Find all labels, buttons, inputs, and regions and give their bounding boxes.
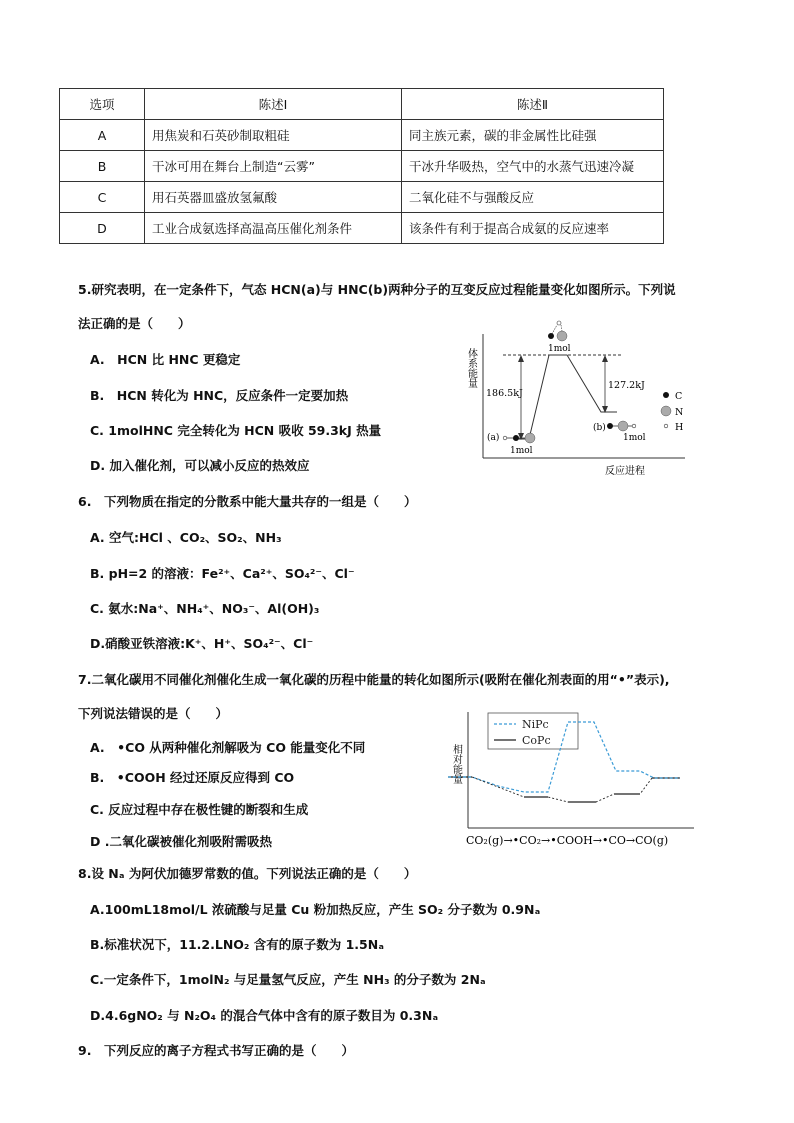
legend-copc: CoPc (522, 734, 551, 747)
question-7-option-c: C. 反应过程中存在极性键的断裂和生成 (90, 802, 309, 817)
b-label: (b) (593, 423, 606, 433)
question-6-option-c: C. 氨水:Na⁺、NH₄⁺、NO₃⁻、Al(OH)₃ (90, 601, 320, 616)
table-cell: 干冰可用在舞台上制造“云雾” (145, 151, 402, 182)
question-8-option-c: C.一定条件下，1molN₂ 与足量氢气反应，产生 NH₃ 的分子数为 2Nₐ (90, 972, 486, 987)
energy-label-127: 127.2kJ (608, 380, 645, 391)
legend-n: N (675, 407, 684, 418)
energy-diagram-q7 (448, 704, 698, 852)
energy-diagram-q5 (455, 314, 695, 476)
table-cell: D (60, 213, 145, 244)
table-cell: 该条件有利于提高合成氨的反应速率 (402, 213, 664, 244)
table-cell: 二氧化硅不与强酸反应 (402, 182, 664, 213)
table-row (60, 213, 664, 244)
legend-nipc: NiPc (522, 718, 549, 731)
table-cell: 工业合成氨选择高温高压催化剂条件 (145, 213, 402, 244)
table-header-cell: 选项 (60, 89, 145, 120)
question-5-option-d: D. 加入催化剂，可以减小反应的热效应 (90, 458, 310, 473)
a-mol-label: 1mol (510, 446, 533, 456)
question-7-option-a: A. •CO 从两种催化剂解吸为 CO 能量变化不同 (90, 740, 366, 755)
table-cell: B (60, 151, 145, 182)
question-8-option-b: B.标准状况下，11.2.LNO₂ 含有的原子数为 1.5Nₐ (90, 937, 384, 952)
y-axis-label: 体系能量 (465, 348, 477, 388)
a-label: (a) (487, 433, 500, 443)
question-8-option-d: D.4.6gNO₂ 与 N₂O₄ 的混合气体中含有的原子数目为 0.3Nₐ (90, 1008, 439, 1023)
table-cell: 用石英器皿盛放氢氟酸 (145, 182, 402, 213)
top-mol-label: 1mol (548, 344, 571, 354)
question-7-option-d: D .二氧化碳被催化剂吸附需吸热 (90, 834, 272, 849)
table-row (60, 182, 664, 213)
table-cell: 用焦炭和石英砂制取粗硅 (145, 120, 402, 151)
question-5-option-b: B. HCN 转化为 HNC，反应条件一定要加热 (90, 388, 349, 403)
question-7-option-b: B. •COOH 经过还原反应得到 CO (90, 770, 295, 785)
table-row (60, 120, 664, 151)
x-axis-steps: CO₂(g)→•CO₂→•COOH→•CO→CO(g) (466, 834, 669, 847)
y-axis-label: 相对能量 (450, 744, 462, 784)
question-6-stem: 6. 下列物质在指定的分散系中能大量共存的一组是（ ） (78, 494, 417, 509)
question-6-option-b: B. pH=2 的溶液：Fe²⁺、Ca²⁺、SO₄²⁻、Cl⁻ (90, 566, 355, 581)
x-axis-label: 反应进程 (605, 466, 645, 476)
table-cell: 同主族元素，碳的非金属性比硅强 (402, 120, 664, 151)
question-6-option-a: A. 空气:HCl 、CO₂、SO₂、NH₃ (90, 530, 282, 545)
options-table (59, 88, 664, 244)
question-5-stem: 5.研究表明，在一定条件下，气态 HCN(a)与 HNC(b)两种分子的互变反应过程能量变化如图所示。下列说 (78, 282, 676, 297)
table-cell: A (60, 120, 145, 151)
table-row (60, 151, 664, 182)
question-6-option-d: D.硝酸亚铁溶液:K⁺、H⁺、SO₄²⁻、Cl⁻ (90, 636, 314, 651)
question-9-stem: 9. 下列反应的离子方程式书写正确的是（ ） (78, 1043, 354, 1058)
table-header-cell: 陈述Ⅱ (402, 89, 664, 120)
b-mol-label: 1mol (623, 433, 646, 443)
table-header-cell: 陈述Ⅰ (145, 89, 402, 120)
question-8-option-a: A.100mL18mol/L 浓硫酸与足量 Cu 粉加热反应，产生 SO₂ 分子数为 0.9Nₐ (90, 902, 541, 917)
legend-c: C (675, 391, 683, 402)
legend-h: H (675, 422, 684, 433)
table-header-row (60, 89, 664, 120)
energy-label-186: 186.5kJ (486, 388, 523, 399)
question-5-option-c: C. 1molHNC 完全转化为 HCN 吸收 59.3kJ 热量 (90, 423, 382, 438)
question-8-stem: 8.设 Nₐ 为阿伏加德罗常数的值。下列说法正确的是（ ） (78, 866, 417, 881)
question-7-stem-cont: 下列说法错误的是（ ） (78, 706, 229, 721)
question-5-option-a: A. HCN 比 HNC 更稳定 (90, 352, 241, 367)
table-cell: 干冰升华吸热，空气中的水蒸气迅速冷凝 (402, 151, 664, 182)
question-7-stem: 7.二氧化碳用不同催化剂催化生成一氧化碳的历程中能量的转化如图所示(吸附在催化剂表面的用“•”表示), (78, 672, 670, 687)
table-cell: C (60, 182, 145, 213)
question-5-stem-cont: 法正确的是（ ） (78, 316, 191, 331)
